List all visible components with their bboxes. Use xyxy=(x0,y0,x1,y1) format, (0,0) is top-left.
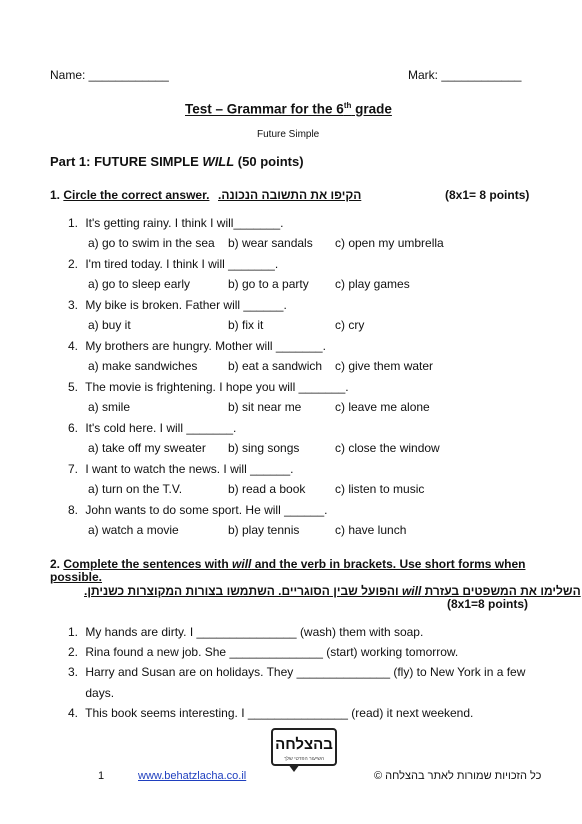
question-3-option-c[interactable]: c) cry xyxy=(335,318,365,332)
question-7-option-a[interactable]: a) turn on the T.V. xyxy=(88,482,183,496)
question-number: 5. xyxy=(68,380,79,394)
sentence-number: 3. xyxy=(68,665,79,679)
question-4-option-c[interactable]: c) give them water xyxy=(335,359,434,373)
question-text: The movie is frightening. I hope you will _______. xyxy=(85,380,349,394)
question-3-option-b[interactable]: b) fix it xyxy=(228,318,264,332)
section2-instruction: 2. Complete the sentences with will and the verb in brackets. Use short forms when xyxy=(50,557,526,571)
sentence-number: 4. xyxy=(68,706,79,720)
part1-heading: Part 1: FUTURE SIMPLE WILL (50 points) xyxy=(50,154,304,169)
question-8-option-c[interactable]: c) have lunch xyxy=(335,523,407,537)
question-text: My brothers are hungry. Mother will _______. xyxy=(85,339,326,353)
question-1-option-c[interactable]: c) open my umbrella xyxy=(335,236,444,250)
page-title: Test – Grammar for the 6th grade xyxy=(185,101,392,117)
question-number: 6. xyxy=(68,421,79,435)
question-number: 3. xyxy=(68,298,79,312)
question-7-option-b[interactable]: b) read a book xyxy=(228,482,306,496)
question-6-option-c[interactable]: c) close the window xyxy=(335,441,440,455)
question-number: 1. xyxy=(68,216,79,230)
fill-sentence-3 xyxy=(68,665,525,679)
question-number: 2. xyxy=(68,257,79,271)
sentence-text[interactable]: Harry and Susan are on holidays. They ______________ (fly) to New York in a few xyxy=(85,665,526,679)
question-3 xyxy=(68,298,287,312)
question-2-option-b[interactable]: b) go to a party xyxy=(228,277,309,291)
question-number: 4. xyxy=(68,339,79,353)
sentence-number: 2. xyxy=(68,645,79,659)
section1-instruction-hebrew: הקיפו את התשובה הנכונה. xyxy=(218,188,362,202)
question-2-option-a[interactable]: a) go to sleep early xyxy=(88,277,191,291)
question-2-option-c[interactable]: c) play games xyxy=(335,277,410,291)
logo-tagline: השיעור הפרטי שלך xyxy=(283,756,325,762)
question-8 xyxy=(68,503,327,517)
question-text: John wants to do some sport. He will ______. xyxy=(85,503,328,517)
section2-points: (8x1=8 points) xyxy=(447,597,529,611)
question-1-option-a[interactable]: a) go to swim in the sea xyxy=(88,236,215,250)
question-3-option-a[interactable]: a) buy it xyxy=(88,318,131,332)
question-5-option-b[interactable]: b) sit near me xyxy=(228,400,302,414)
question-5-option-a[interactable]: a) smile xyxy=(88,400,131,414)
question-number: 8. xyxy=(68,503,79,517)
name-field-label: Name: ____________ xyxy=(50,68,169,82)
question-text: It's getting rainy. I think I will_______. xyxy=(85,216,284,230)
question-4-option-a[interactable]: a) make sandwiches xyxy=(88,359,198,373)
question-6 xyxy=(68,421,236,435)
question-text: My bike is broken. Father will ______. xyxy=(85,298,287,312)
logo-tail-shape xyxy=(288,764,300,772)
question-1-option-b[interactable]: b) wear sandals xyxy=(228,236,313,250)
question-6-option-a[interactable]: a) take off my sweater xyxy=(88,441,206,455)
sentence-text[interactable]: Rina found a new job. She ______________ (start) working tomorrow. xyxy=(85,645,459,659)
question-4-option-b[interactable]: b) eat a sandwich xyxy=(228,359,323,373)
fill-sentence-2 xyxy=(68,645,458,659)
fill-sentence-1 xyxy=(68,625,423,639)
question-text: I want to watch the news. I will ______. xyxy=(85,462,294,476)
section1-points: (8x1= 8 points) xyxy=(445,188,530,202)
question-5 xyxy=(68,380,349,394)
fill-sentence-4 xyxy=(68,686,114,700)
page-subtitle: Future Simple xyxy=(257,129,320,140)
question-text: It's cold here. I will _______. xyxy=(85,421,237,435)
section2-instruction-cont: possible. xyxy=(50,570,103,584)
question-8-option-a[interactable]: a) watch a movie xyxy=(88,523,179,537)
mark-field-label: Mark: ____________ xyxy=(408,68,522,82)
sentence-text[interactable]: days. xyxy=(85,686,115,700)
question-number: 7. xyxy=(68,462,79,476)
footer-copyright: כל הזכויות שמורות לאתר בהצלחה © xyxy=(374,770,542,782)
question-2 xyxy=(68,257,278,271)
question-7-option-c[interactable]: c) listen to music xyxy=(335,482,425,496)
question-text: I'm tired today. I think I will _______. xyxy=(85,257,279,271)
question-5-option-c[interactable]: c) leave me alone xyxy=(335,400,430,414)
question-6-option-b[interactable]: b) sing songs xyxy=(228,441,300,455)
question-1 xyxy=(68,216,284,230)
question-4 xyxy=(68,339,326,353)
section1-instruction: 1. Circle the correct answer. xyxy=(50,188,210,202)
question-8-option-b[interactable]: b) play tennis xyxy=(228,523,300,537)
section2-instruction-hebrew: השלימו את המשפטים בעזרת will והפועל שבין הסוגריים. השתמשו בצורות המקוצרות כשניתן. xyxy=(84,584,581,598)
page-number: 1 xyxy=(98,770,105,782)
question-7 xyxy=(68,462,293,476)
behatzlacha-logo: בהצלחה xyxy=(271,728,337,766)
fill-sentence-5 xyxy=(68,706,473,720)
sentence-number: 1. xyxy=(68,625,79,639)
sentence-text[interactable]: This book seems interesting. I _______________ (read) it next weekend. xyxy=(85,706,474,720)
footer-website-link[interactable]: www.behatzlacha.co.il xyxy=(138,770,247,782)
sentence-text[interactable]: My hands are dirty. I _______________ (wash) them with soap. xyxy=(85,625,424,639)
